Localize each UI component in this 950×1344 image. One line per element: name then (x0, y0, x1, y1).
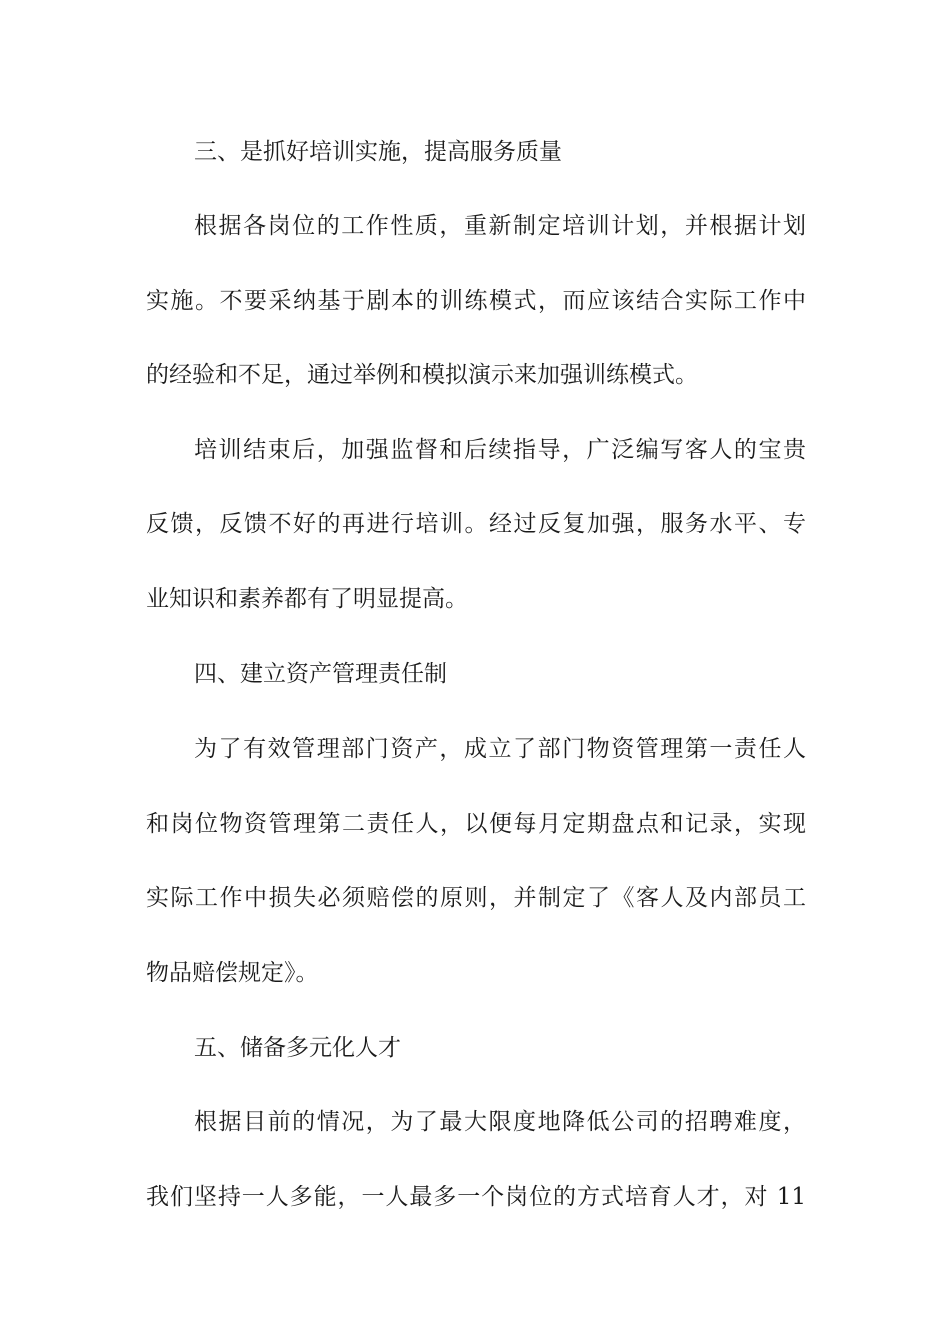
section-heading-4: 四、建立资产管理责任制 (194, 661, 447, 687)
paragraph-line: 根据各岗位的工作性质，重新制定培训计划，并根据计划 (194, 213, 806, 239)
paragraph-line: 培训结束后，加强监督和后续指导，广泛编写客人的宝贵 (194, 437, 806, 463)
section-heading-3: 三、是抓好培训实施，提高服务质量 (194, 139, 562, 165)
paragraph-line: 实际工作中损失必须赔偿的原则，并制定了《客人及内部员工 (146, 885, 806, 911)
paragraph-line: 的经验和不足，通过举例和模拟演示来加强训练模式。 (146, 362, 698, 388)
paragraph-line: 实施。不要采纳基于剧本的训练模式，而应该结合实际工作中 (146, 288, 806, 314)
paragraph-line: 我们坚持一人多能，一人最多一个岗位的方式培育人才，对 11 (146, 1184, 806, 1210)
paragraph-line: 业知识和素养都有了明显提高。 (146, 586, 468, 612)
paragraph-line: 和岗位物资管理第二责任人，以便每月定期盘点和记录，实现 (146, 811, 806, 837)
paragraph-line: 物品赔偿规定》。 (146, 960, 319, 986)
section-heading-5: 五、储备多元化人才 (194, 1035, 401, 1061)
paragraph-line: 为了有效管理部门资产，成立了部门物资管理第一责任人 (194, 736, 806, 762)
paragraph-line: 根据目前的情况，为了最大限度地降低公司的招聘难度， (194, 1109, 806, 1135)
paragraph-line: 反馈，反馈不好的再进行培训。经过反复加强，服务水平、专 (146, 511, 806, 537)
